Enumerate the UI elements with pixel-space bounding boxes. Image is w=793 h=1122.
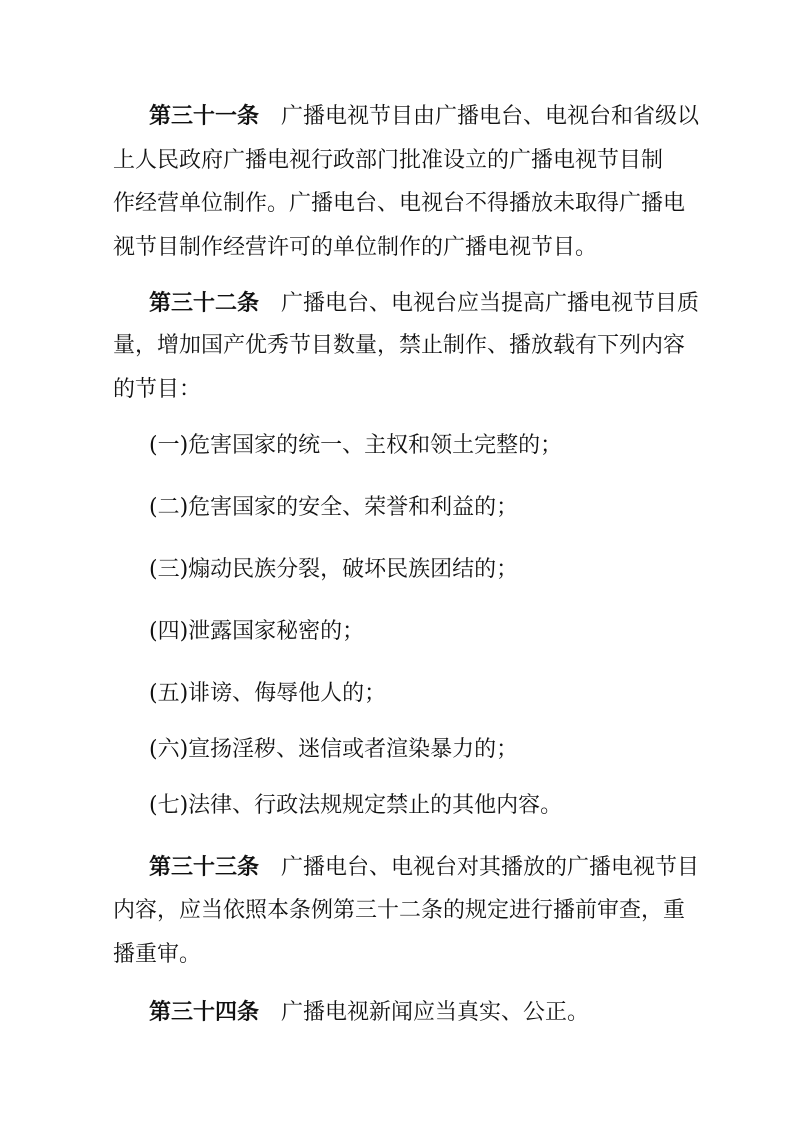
article-33-line-2: 内容，应当依照本条例第三十二条的规定进行播前审查，重 [113,898,686,923]
article-32-item-7: (七)法律、行政法规规定禁止的其他内容。 [149,793,563,818]
article-31-line-1 [149,100,699,133]
article-34-label: 第三十四条 [149,999,260,1025]
article-31-label: 第三十一条 [149,103,260,129]
article-32-item-2: (二)危害国家的安全、荣誉和利益的； [149,495,519,520]
article-33-label: 第三十三条 [149,854,260,880]
article-31-line-4: 视节目制作经营许可的单位制作的广播电视节目。 [113,235,598,260]
article-34-text-1: 广播电视新闻应当真实、公正。 [281,1000,590,1025]
article-33-line-1 [149,851,699,884]
article-32-item-3: (三)煽动民族分裂，破坏民族团结的； [149,557,519,582]
article-33-line-3: 播重审。 [113,942,202,967]
article-32-line-2: 量，增加国产优秀节目数量，禁止制作、播放载有下列内容 [113,333,686,358]
article-31-line-2: 上人民政府广播电视行政部门批准设立的广播电视节目制 [113,148,664,173]
article-33-text-1: 广播电台、电视台对其播放的广播电视节目 [281,855,700,880]
article-32-label: 第三十二条 [149,290,260,316]
article-31-text-1: 广播电视节目由广播电台、电视台和省级以 [281,104,700,129]
article-32-item-6: (六)宣扬淫秽、迷信或者渲染暴力的； [149,737,519,762]
article-32-item-5: (五)诽谤、侮辱他人的； [149,681,387,706]
article-32-line-1 [149,287,699,320]
article-32-line-3: 的节目： [113,377,202,402]
article-31-line-3: 作经营单位制作。广播电台、电视台不得播放未取得广播电 [113,191,686,216]
article-32-text-1: 广播电台、电视台应当提高广播电视节目质 [281,291,700,316]
article-32-item-1: (一)危害国家的统一、主权和领土完整的； [149,433,563,458]
article-34-line-1 [149,996,589,1029]
article-32-item-4: (四)泄露国家秘密的； [149,619,365,644]
